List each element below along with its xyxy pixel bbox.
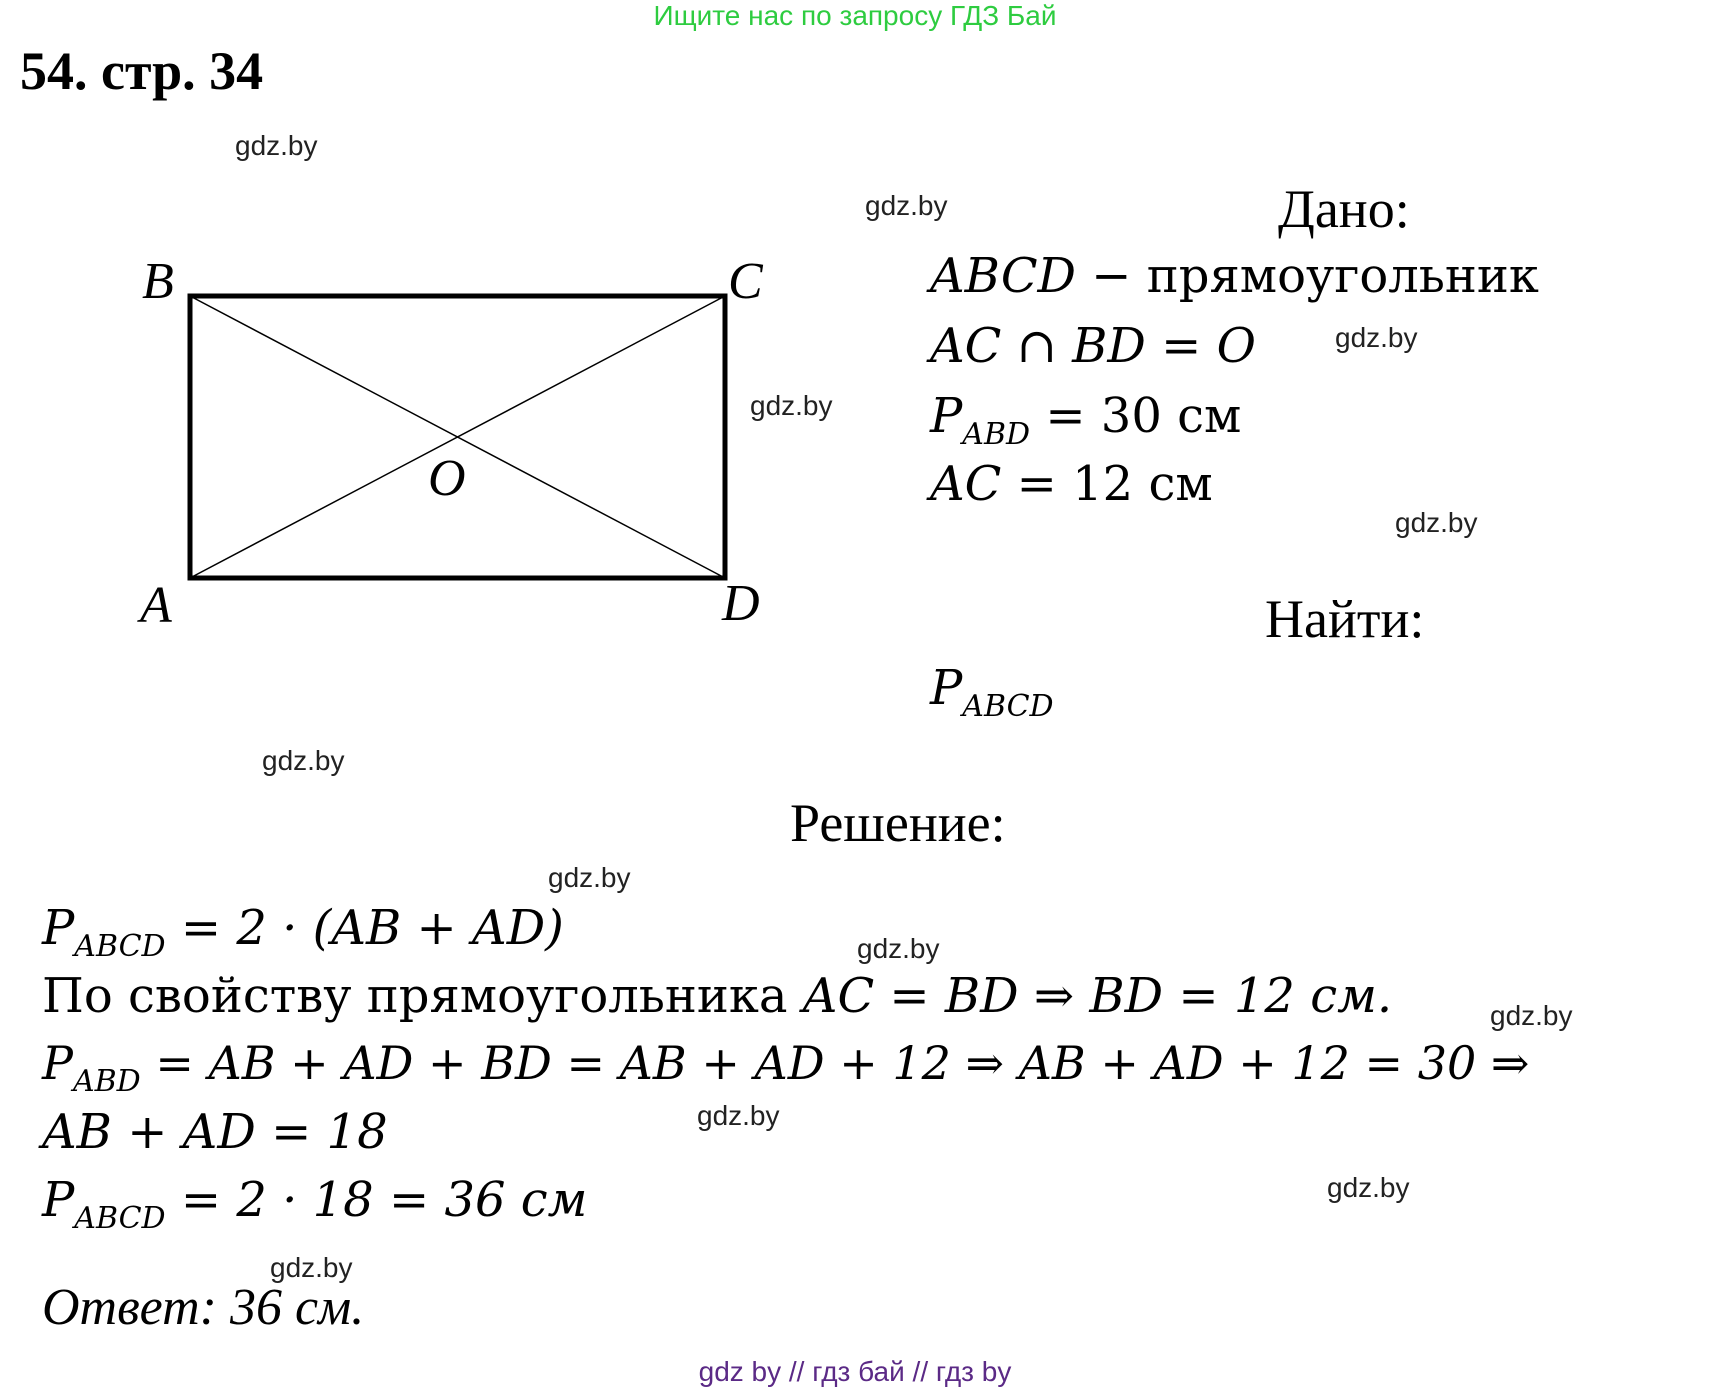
- find-value: $P_{ABCD}$: [930, 660, 1054, 724]
- label-b: B: [142, 253, 174, 310]
- watermark: gdz.by: [857, 933, 940, 964]
- solution-line-4: AB + AD = 18: [42, 1104, 388, 1160]
- solution-line-5: $P_{ABCD} = 2 \cdot 18 = 36$ см: [42, 1172, 588, 1236]
- given-heading: Дано:: [1278, 179, 1410, 239]
- given-line-1: ABCD − прямоугольник: [930, 248, 1539, 304]
- solution-line-2: По свойству прямоугольника AC = BD ⇒ BD = 12 см.: [42, 968, 1393, 1024]
- watermark: gdz.by: [1490, 1000, 1573, 1031]
- watermark: gdz.by: [270, 1252, 353, 1283]
- label-a: A: [140, 577, 172, 634]
- watermark: gdz.by: [1327, 1172, 1410, 1203]
- given-line-3: $P_{ABD} = 30$ см: [930, 388, 1242, 452]
- solution-line-1: $P_{ABCD} = 2 \cdot (AB + AD)$: [42, 900, 564, 964]
- watermark: gdz.by: [548, 862, 631, 893]
- answer: Ответ: 36 см.: [42, 1279, 365, 1336]
- label-d: D: [722, 575, 760, 632]
- watermark: gdz.by: [235, 130, 318, 161]
- exercise-title: 54. стр. 34: [20, 41, 264, 101]
- watermark: gdz.by: [750, 390, 833, 421]
- search-banner: Ищите нас по запросу ГДЗ Бай: [653, 0, 1057, 31]
- given-line-2: AC ∩ BD = O: [930, 318, 1256, 374]
- watermark: gdz.by: [1395, 507, 1478, 538]
- solution-line-3: $P_{ABD}$ = AB + AD + BD = AB + AD + 12 ⇒ AB + AD + 12 = 30 ⇒: [42, 1036, 1530, 1099]
- watermark: gdz.by: [262, 745, 345, 776]
- watermark: gdz.by: [865, 190, 948, 221]
- given-line-4: AC = 12 см: [930, 456, 1213, 512]
- solution-heading: Решение:: [790, 793, 1006, 853]
- watermark: gdz.by: [1335, 322, 1418, 353]
- find-heading: Найти:: [1265, 589, 1425, 649]
- rectangle-figure: [0, 0, 900, 700]
- footer-links: gdz by // гдз бай // гдз by: [698, 1356, 1012, 1387]
- watermark: gdz.by: [697, 1100, 780, 1131]
- label-o: O: [428, 450, 466, 507]
- label-c: C: [728, 253, 763, 310]
